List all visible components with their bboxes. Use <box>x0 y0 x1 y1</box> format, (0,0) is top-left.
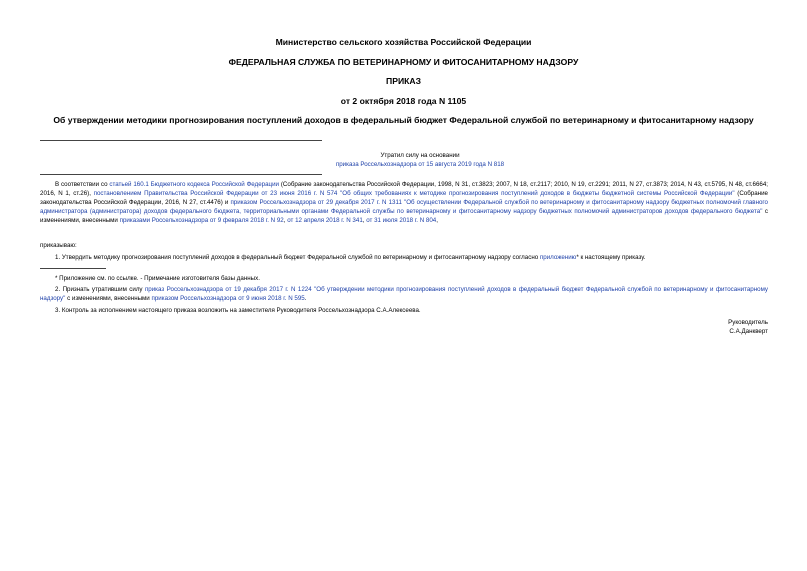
preamble-text: , <box>362 217 367 225</box>
item-1-tail: * к настоящему приказу. <box>576 254 646 261</box>
preamble-text: В соответствии со <box>55 181 110 188</box>
ministry-name: Министерство сельского хозяйства Российской Федерации <box>275 37 532 47</box>
item-2-text: с изменениями, внесенными <box>65 295 152 303</box>
preamble-paragraph <box>40 180 768 225</box>
order-1311-link[interactable]: приказом Россельхознадзора от 29 декабря 2017 г. N 1311 "Об осуществлении Федеральной службой по ветеринарному и фитосанитарному надзору бюджетных полномочий главного администратора (администратора) доходов федерального бюджета, территориальными органами Федеральной службы по ветеринарному и фитосанитарному надзору бюджетных полномочий администраторов доходов федерального бюджета" <box>40 199 768 216</box>
budget-code-link[interactable]: статьей 160.1 Бюджетного кодекса Российской Федерации <box>109 181 280 188</box>
document-type: ПРИКАЗ <box>386 76 421 86</box>
government-resolution-link[interactable]: постановлением Правительства Российской Федерации от 23 июня 2016 г. N 574 "Об общих требованиях к методике прогнозирования поступлений доходов в бюджеты бюджетной системы Российской Федерации" <box>93 190 735 198</box>
order-804-link[interactable]: от 31 июля 2018 г. N 804 <box>366 217 437 225</box>
order-word: приказываю: <box>40 242 77 249</box>
signatory-name: С.А.Данкверт <box>729 328 768 335</box>
preamble-text: с изменениями, внесенными <box>40 208 768 225</box>
item-1-text: 1. Утвердить методику прогнозирования поступлений доходов в федеральный бюджет Федеральной службой по ветеринарному и фитосанитарному надзору согласно <box>55 254 540 261</box>
divider-status <box>40 174 322 175</box>
signatory-role: Руководитель <box>728 319 768 326</box>
order-341-link[interactable]: от 12 апреля 2018 г. N 341 <box>287 217 363 225</box>
repeal-order-link[interactable]: приказа Россельхознадзора от 15 августа 2019 года N 818 <box>335 161 505 168</box>
item-2 <box>40 285 768 303</box>
item-3: 3. Контроль за исполнением настоящего приказа возложить на заместителя Руководителя Россельхознадзора С.А.Алексеева. <box>55 307 421 314</box>
item-2-text: 2. Признать утратившим силу <box>55 286 145 293</box>
divider-footnote <box>40 268 106 269</box>
signature-block <box>728 318 768 336</box>
item-2-tail: . <box>304 295 307 303</box>
preamble-text: , <box>283 217 288 225</box>
document-title: Об утверждении методики прогнозирования поступлений доходов в федеральный бюджет Федеральной службой по ветеринарному и фитосанитарному надзору <box>53 115 754 125</box>
divider-top <box>40 140 322 141</box>
preamble-text: (Собрание законодательства Российской Федерации, 1998, N 31, ст.3823; 2007, N 18, ст.2117; 2010, N 19, ст.2291; 2011, N 27, ст.3873; 2014, N 43, ст.5795, N 48, ст.6664; 2016, N 1, ст.26), <box>40 181 768 198</box>
document-date-number: от 2 октября 2018 года N 1105 <box>340 96 467 106</box>
preamble-text: (Собрание законодательства Российской Федерации, 2016, N 27, ст.4476) и <box>40 190 768 207</box>
status-line: Утратил силу на основании <box>380 152 460 159</box>
status-note <box>170 151 670 169</box>
appendix-link[interactable]: приложению <box>539 254 577 261</box>
footnote: * Приложение см. по ссылке. - Примечание изготовителя базы данных. <box>55 275 260 282</box>
service-name: ФЕДЕРАЛЬНАЯ СЛУЖБА ПО ВЕТЕРИНАРНОМУ И ФИТОСАНИТАРНОМУ НАДЗОРУ <box>228 57 579 67</box>
order-595-link[interactable]: приказом Россельхознадзора от 9 июня 2018 г. N 595 <box>151 295 305 303</box>
preamble-text: , <box>436 217 438 225</box>
order-1224-link[interactable]: приказ Россельхознадзора от 19 декабря 2017 г. N 1224 "Об утверждении методики прогнозирования поступлений доходов в федеральный бюджет Федеральной службой по ветеринарному и фитосанитарному надзору" <box>40 286 768 303</box>
order-92-link[interactable]: приказами Россельхознадзора от 9 февраля 2018 г. N 92 <box>119 217 284 225</box>
item-1 <box>40 253 768 262</box>
